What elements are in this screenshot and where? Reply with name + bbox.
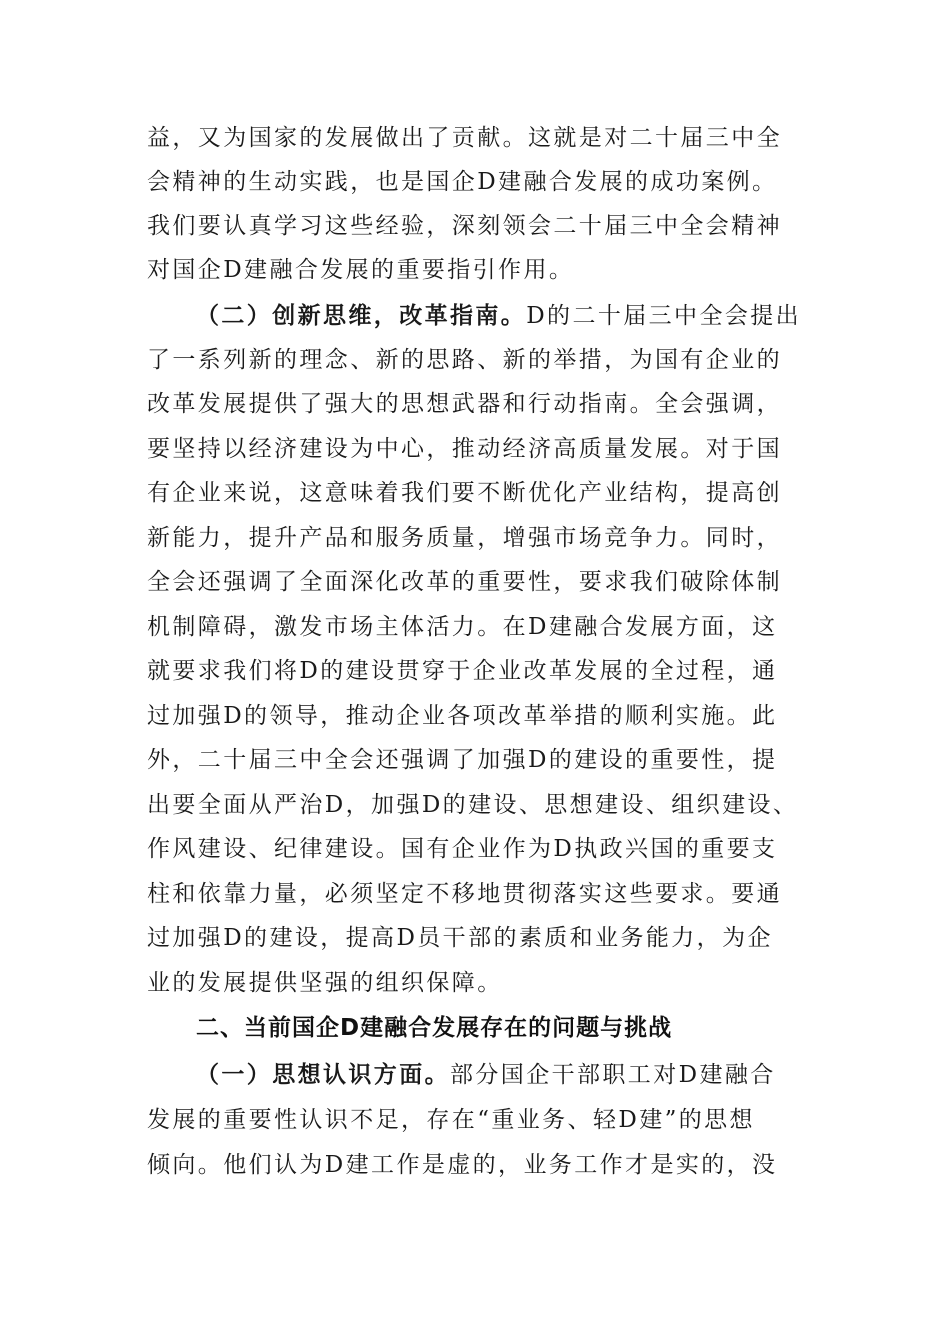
- paragraph-2-line-2: 改革发展提供了强大的思想武器和行动指南。全会强调，: [147, 391, 782, 417]
- paragraph-2-line-14: 过加强D的建设，提高D员干部的素质和业务能力，为企: [147, 925, 773, 951]
- paragraph-2-line-7: 机制障碍，激发市场主体活力。在D建融合发展方面，这: [147, 614, 778, 640]
- paragraph-3-lead-text: 部分国企干部职工对D建融合: [450, 1062, 776, 1088]
- paragraph-2-line-11: 出要全面从严治D，加强D的建设、思想建设、组织建设、: [147, 792, 799, 818]
- paragraph-2-line-15: 业的发展提供坚强的组织保障。: [147, 970, 503, 996]
- paragraph-1-line-2: 会精神的生动实践，也是国企D建融合发展的成功案例。: [147, 169, 778, 195]
- paragraph-3-line-2: 倾向。他们认为D建工作是虚的，业务工作才是实的，没: [147, 1152, 778, 1178]
- paragraph-3-line-1: 发展的重要性认识不足，存在“重业务、轻D建”的思想: [147, 1107, 755, 1133]
- paragraph-2-line-13: 柱和依靠力量，必须坚定不移地贯彻落实这些要求。要通: [147, 881, 782, 907]
- paragraph-2-line-8: 就要求我们将D的建设贯穿于企业改革发展的全过程，通: [147, 658, 778, 684]
- paragraph-2-subheading: （二）创新思维，改革指南。: [196, 302, 527, 329]
- section-heading: 二、当前国企D建融合发展存在的问题与挑战: [196, 1015, 673, 1041]
- paragraph-2-line-6: 全会还强调了全面深化改革的重要性，要求我们破除体制: [147, 569, 782, 595]
- paragraph-2-line-12: 作风建设、纪律建设。国有企业作为D执政兴国的重要支: [147, 836, 778, 862]
- paragraph-2-line-9: 过加强D的领导，推动企业各项改革举措的顺利实施。此: [147, 703, 778, 729]
- paragraph-2-lead-text: D的二十届三中全会提出: [526, 303, 802, 329]
- paragraph-2-line-3: 要坚持以经济建设为中心，推动经济高质量发展。对于国: [147, 436, 782, 462]
- paragraph-1-line-1: 益，又为国家的发展做出了贡献。这就是对二十届三中全: [147, 125, 782, 151]
- paragraph-3-subheading: （一）思想认识方面。: [196, 1061, 450, 1088]
- paragraph-1-line-3: 我们要认真学习这些经验，深刻领会二十届三中全会精神: [147, 213, 782, 239]
- paragraph-2-line-1: 了一系列新的理念、新的思路、新的举措，为国有企业的: [147, 347, 782, 373]
- paragraph-2-line-5: 新能力，提升产品和服务质量，增强市场竞争力。同时，: [147, 525, 782, 551]
- paragraph-2-line-4: 有企业来说，这意味着我们要不断优化产业结构，提高创: [147, 480, 782, 506]
- paragraph-2-line-10: 外，二十届三中全会还强调了加强D的建设的重要性，提: [147, 747, 778, 773]
- paragraph-1-line-4: 对国企D建融合发展的重要指引作用。: [147, 257, 575, 283]
- paragraph-2-lead: [196, 294, 876, 338]
- paragraph-3-lead: [196, 1053, 876, 1097]
